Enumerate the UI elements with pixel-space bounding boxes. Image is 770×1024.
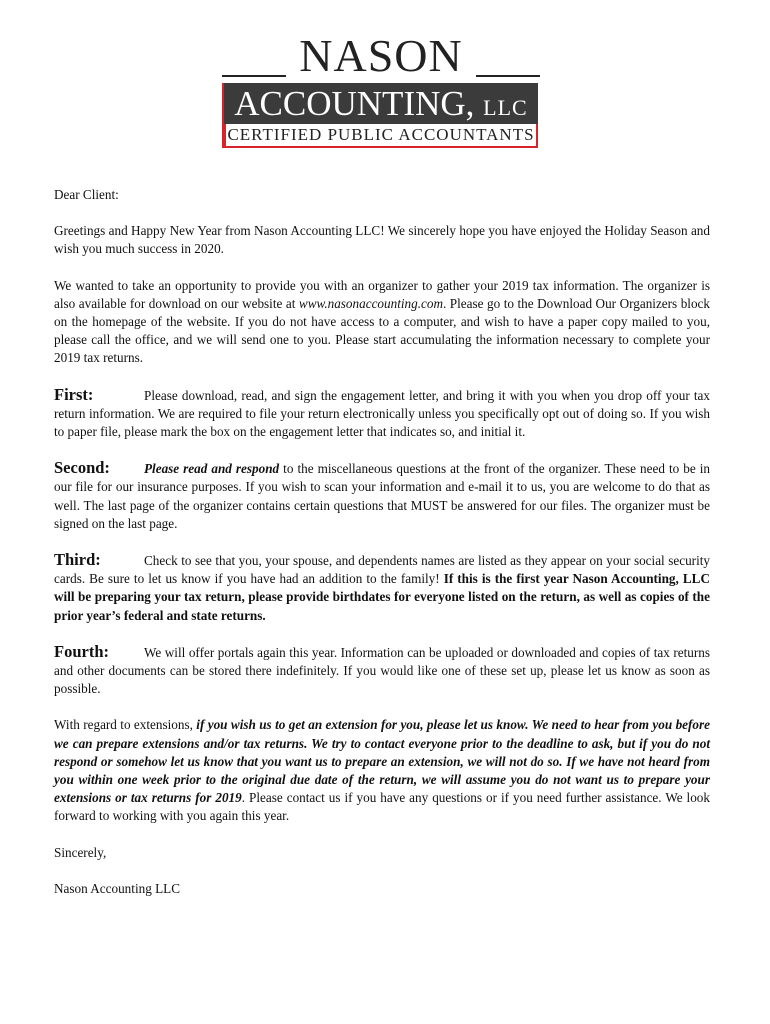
first-text: Please download, read, and sign the engagement letter, and bring it with you when you drop off your tax return information. We are required to file your return electronically unless you specifically opt out of doing so. If you wish to paper file, please mark the box on the engagement letter that indicates so, and initial it. — [54, 387, 710, 440]
logo-llc: LLC — [483, 95, 528, 120]
logo-tagline: CERTIFIED PUBLIC ACCOUNTANTS — [227, 125, 535, 144]
second-text: to the miscellaneous questions at the front of the organizer. These need to be in our file for our insurance purposes. If you wish to scan your information and e-mail it to us, you are welcome to do that as well. The last page of the organizer contains certain questions that MUST be answered for our files. The organizer must be signed on the last page. — [54, 461, 710, 531]
logo-name: NASON — [299, 30, 463, 81]
fourth-paragraph — [54, 643, 710, 699]
second-heading: Second: — [54, 458, 110, 478]
intro-paragraph — [54, 277, 710, 368]
salutation: Dear Client: — [54, 187, 119, 202]
third-bold-text: If this is the first year Nason Accounting, LLC will be preparing your tax return, please provide birthdates for everyone listed on the return, as well as copies of the prior year’s federal and state returns. — [54, 571, 710, 623]
logo-subtitle-text: ACCOUNTING, — [234, 84, 475, 123]
logo-tagline-box — [224, 124, 538, 148]
third-text: Check to see that you, your spouse, and dependents names are listed as they appear on your social security cards. Be sure to let us know if you have had an addition to the family! — [54, 553, 710, 587]
second-paragraph — [54, 459, 710, 533]
fourth-heading: Fourth: — [54, 641, 109, 661]
extensions-paragraph — [54, 716, 710, 825]
second-emphasis: Please read and respond — [144, 461, 280, 477]
website-link[interactable]: www.nasonaccounting.com — [298, 295, 443, 311]
logo-bar — [224, 83, 538, 124]
logo-subtitle — [228, 84, 534, 128]
extensions-emphasis: if you wish us to get an extension for you, please let us know. We need to hear from you before we can prepare extensions and/or tax returns. We try to contact everyone prior to the deadline to ask, but if you do not respond or somehow let us know that you want us to prepare an extension, we will not do so. If we have not heard from you within one week prior to the original due date of the return, we will assume you do not want us to prepare your extensions or tax returns for 2019 — [54, 717, 710, 806]
third-paragraph — [54, 551, 710, 625]
extensions-text-b: . Please contact us if you have any questions or if you need further assistance. We look forward to working with you again this year. — [54, 790, 710, 824]
logo-rule-left — [222, 75, 286, 77]
logo-rule-right — [476, 75, 540, 77]
company-logo — [222, 30, 540, 152]
fourth-text: We will offer portals again this year. Information can be uploaded or downloaded and copies of tax returns and other documents can be stored there indefinitely. If you would like one of these set up, please let us know as soon as possible. — [54, 644, 710, 697]
greeting-paragraph: Greetings and Happy New Year from Nason Accounting LLC! We sincerely hope you have enjoyed the Holiday Season and wish you much success in 2020. — [54, 223, 710, 257]
signature: Nason Accounting LLC — [54, 880, 180, 896]
third-heading: Third: — [54, 550, 101, 570]
letter-body — [54, 186, 710, 898]
intro-text-b: . Please go to the Download Our Organizers block on the homepage of the website. If you do not have access to a computer, and wish to have a paper copy mailed to you, please call the office, and we will send one to you. Please start accumulating the information necessary to complete your 2019 tax returns. — [54, 295, 710, 366]
extensions-text-a: With regard to extensions, — [54, 717, 197, 733]
first-paragraph — [54, 386, 710, 442]
intro-text-a: We wanted to take an opportunity to provide you with an organizer to gather your 2019 tax information. The organizer is also available for download on our website at — [54, 277, 710, 311]
closing: Sincerely, — [54, 844, 107, 860]
first-heading: First: — [54, 384, 94, 404]
